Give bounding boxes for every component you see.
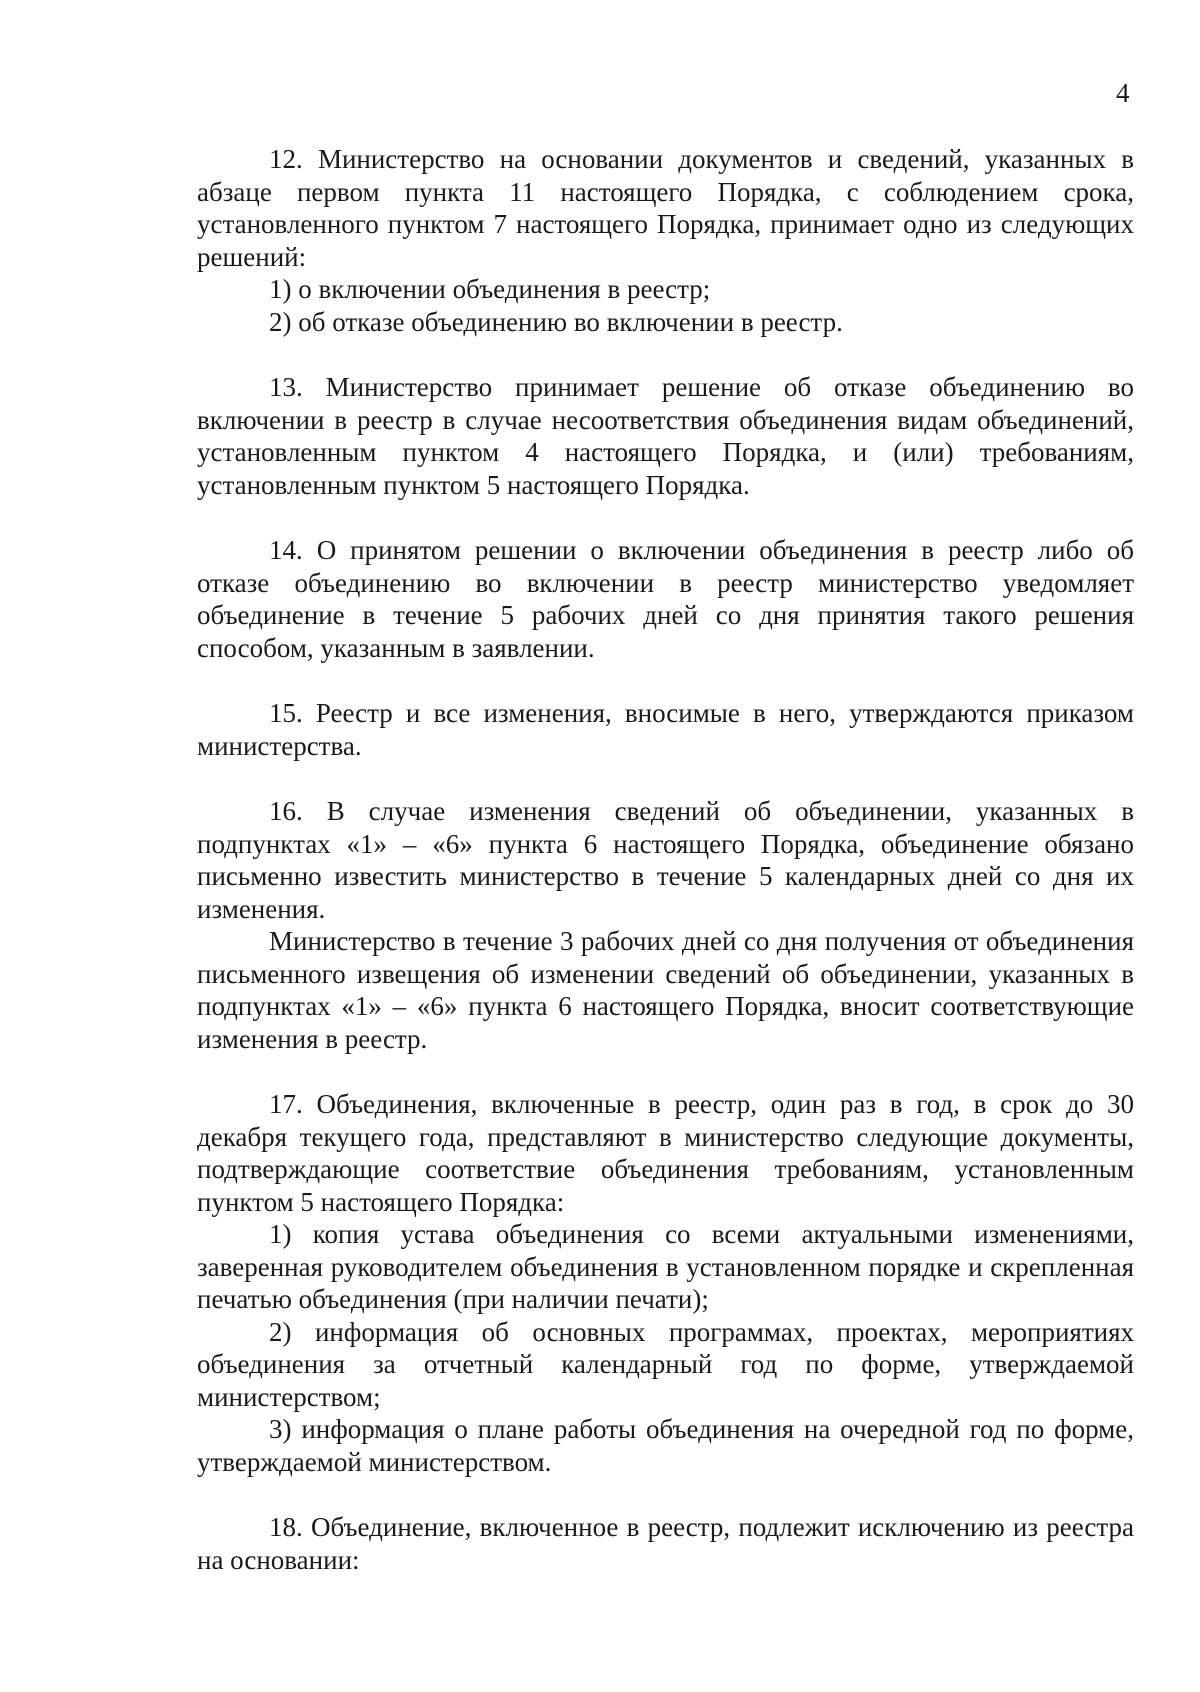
section-14 [197,534,1134,664]
section-gap [197,501,1134,534]
paragraph: 15. Реестр и все изменения, вносимые в него, утверждаются приказом министерства. [197,698,1134,761]
list-item: 1) копия устава объединения со всеми актуальными изменениями, заверенная руководителем объединения в установленном порядке и скрепленная печатью объединения (при наличии печати); [197,1219,1134,1314]
list-item: 3) информация о плане работы объединения на очередной год по форме, утверждаемой министерством. [197,1414,1134,1477]
section-gap [197,1055,1134,1088]
section-gap [197,1478,1134,1511]
paragraph: Министерство в течение 3 рабочих дней со дня получения от объединения письменного извещения об изменении сведений об объединении, указанных в подпунктах «1» – «6» пункта 6 настоящего Порядка, вносит соответствующие изменения в реестр. [197,926,1134,1054]
paragraph: 18. Объединение, включенное в реестр, подлежит исключению из реестра на основании: [197,1512,1134,1575]
section-13 [197,371,1134,501]
list-item: 1) о включении объединения в реестр; [269,274,711,304]
section-gap [197,664,1134,697]
section-15 [197,697,1134,762]
paragraph: 16. В случае изменения сведений об объединении, указанных в подпунктах «1» – «6» пункта 6 настоящего Порядка, объединение обязано письменно известить министерство в течение 5 календарных дней со дня их изменения. [197,796,1134,924]
paragraph: 17. Объединения, включенные в реестр, один раз в год, в срок до 30 декабря текущего года, представляют в министерство следующие документы, подтверждающие соответствие объединения требованиям, установленным пунктом 5 настоящего Порядка: [197,1089,1134,1217]
paragraph: 12. Министерство на основании документов и сведений, указанных в абзаце первом пункта 11 настоящего Порядка, с соблюдением срока, установленного пунктом 7 настоящего Порядка, принимает одно из следующих решений: [197,144,1134,272]
list-item: 2) информация об основных программах, проектах, мероприятиях объединения за отчетный календарный год по форме, утверждаемой министерством; [197,1316,1134,1412]
paragraph: 14. О принятом решении о включении объединения в реестр либо об отказе объединению во включении в реестр министерство уведомляет объединение в течение 5 рабочих дней со дня принятия такого решения способом, указанным в заявлении. [197,535,1134,663]
section-gap [197,338,1134,371]
list-item: 2) об отказе объединению во включении в реестр. [269,306,843,337]
document-body [197,143,1134,1576]
section-12 [197,143,1134,338]
section-gap [197,762,1134,795]
section-17 [197,1088,1134,1478]
section-18 [197,1511,1134,1576]
paragraph: 13. Министерство принимает решение об отказе объединению во включении в реестр в случае несоответствия объединения видам объединений, установленным пунктом 4 настоящего Порядка, и (или) требованиям, установленным пунктом 5 настоящего Порядка. [197,372,1134,500]
page-number: 4 [1116,78,1130,108]
section-16 [197,795,1134,1055]
